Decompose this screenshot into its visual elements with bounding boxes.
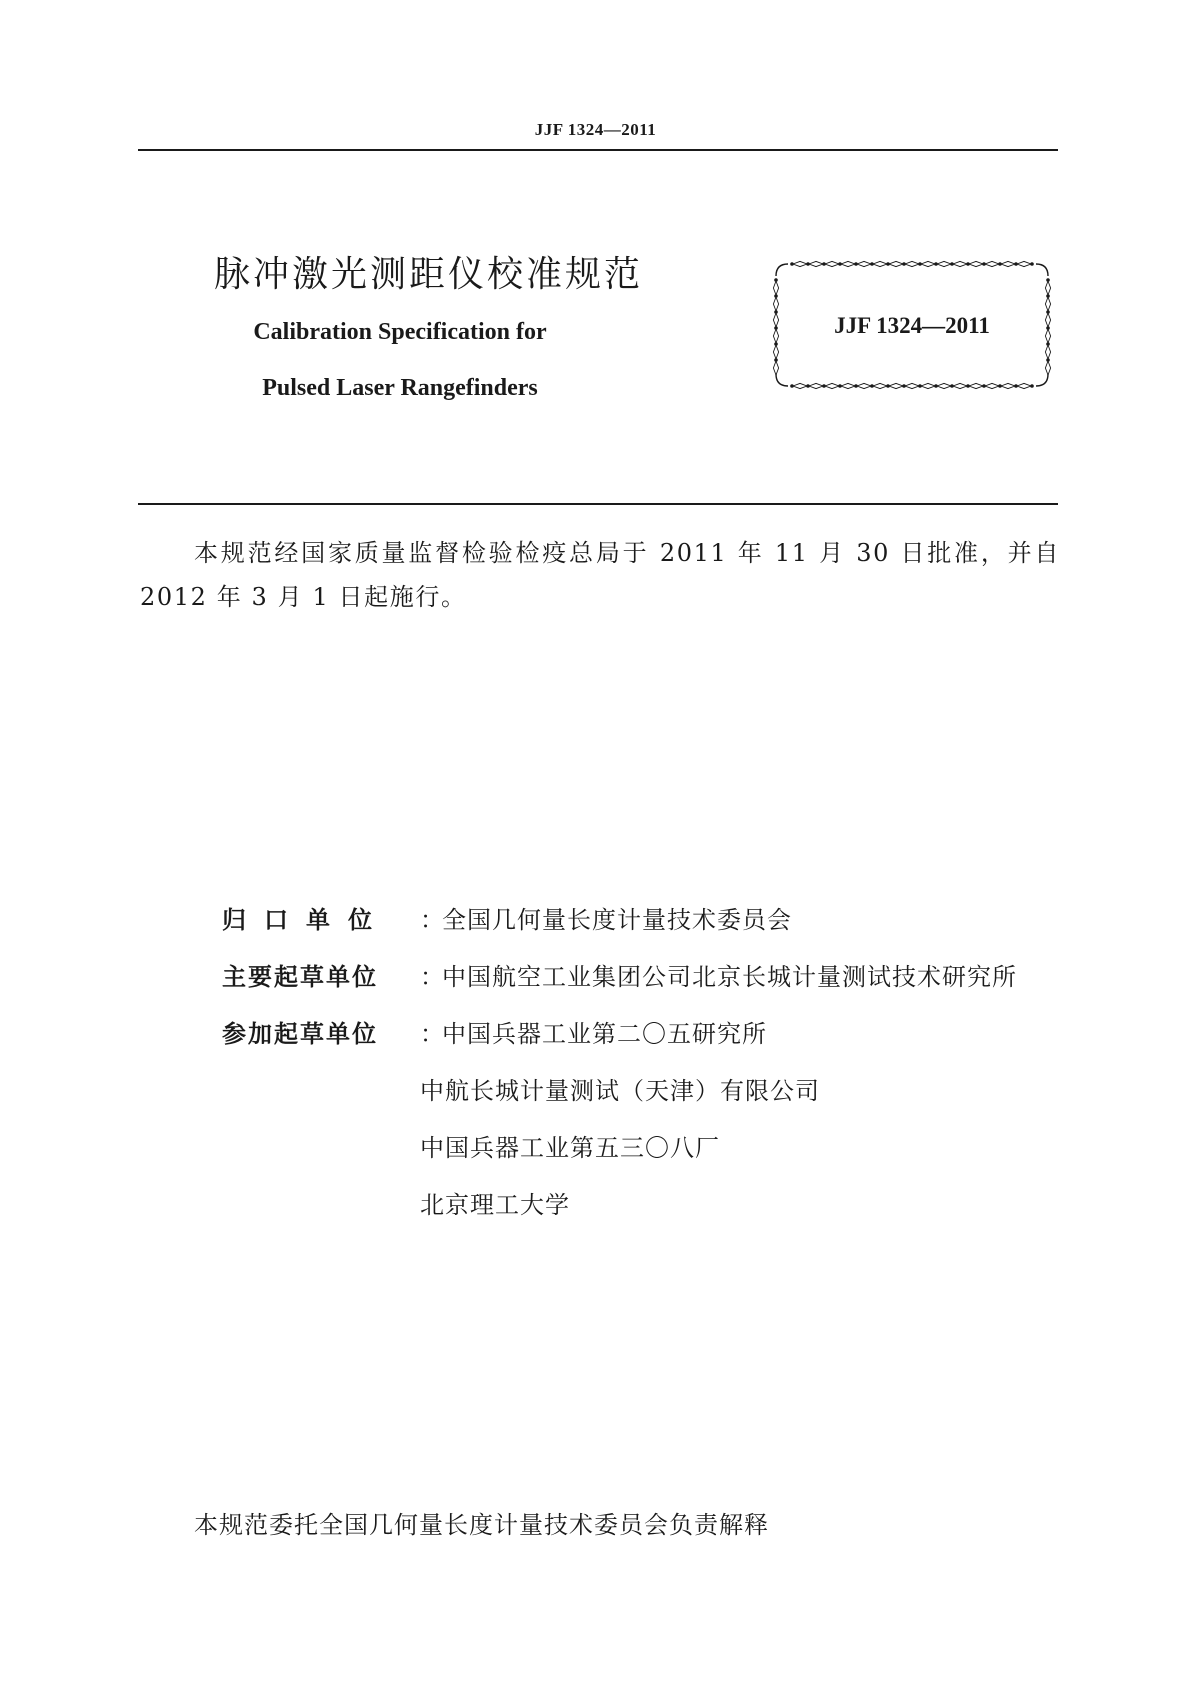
participating-unit-colon: ：	[420, 1020, 444, 1048]
english-title-line2: Pulsed Laser Rangefinders	[262, 375, 538, 401]
responsible-unit-row	[222, 900, 1082, 940]
header-standard-code: JJF 1324—2011	[534, 120, 657, 139]
approval-statement: 本规范经国家质量监督检验检疫总局于 2011 年 11 月 30 日批准，并自 2012 年 3 月 1 日起施行。	[140, 539, 1060, 611]
participating-unit-label: 参加起草单位	[222, 1020, 378, 1048]
main-drafting-unit-value: 中国航空工业集团公司北京长城计量测试技术研究所	[442, 963, 1017, 991]
participating-unit-value: 中国兵器工业第二〇五研究所	[442, 1020, 767, 1048]
responsible-unit-label: 归口单位	[222, 906, 390, 934]
main-drafting-unit-row	[222, 957, 1082, 997]
chinese-title: 脉冲激光测距仪校准规范	[214, 254, 644, 295]
participating-unit-value: 北京理工大学	[420, 1191, 570, 1219]
responsible-unit-colon: ：	[420, 906, 444, 934]
participating-unit-row	[222, 1014, 1082, 1054]
header-rule	[138, 149, 1058, 151]
interpretation-note: 本规范委托全国几何量长度计量技术委员会负责解释	[194, 1511, 769, 1539]
standard-code-frame	[772, 260, 1052, 390]
responsible-unit-value: 全国几何量长度计量技术委员会	[442, 906, 792, 934]
main-drafting-unit-colon: ：	[420, 963, 444, 991]
main-drafting-unit-label: 主要起草单位	[222, 963, 378, 991]
english-title-line1: Calibration Specification for	[253, 319, 547, 345]
participating-unit-value: 中航长城计量测试（天津）有限公司	[420, 1077, 820, 1105]
framed-standard-code: JJF 1324—2011	[834, 313, 990, 338]
section-rule	[138, 503, 1058, 505]
participating-unit-value: 中国兵器工业第五三〇八厂	[420, 1134, 720, 1162]
